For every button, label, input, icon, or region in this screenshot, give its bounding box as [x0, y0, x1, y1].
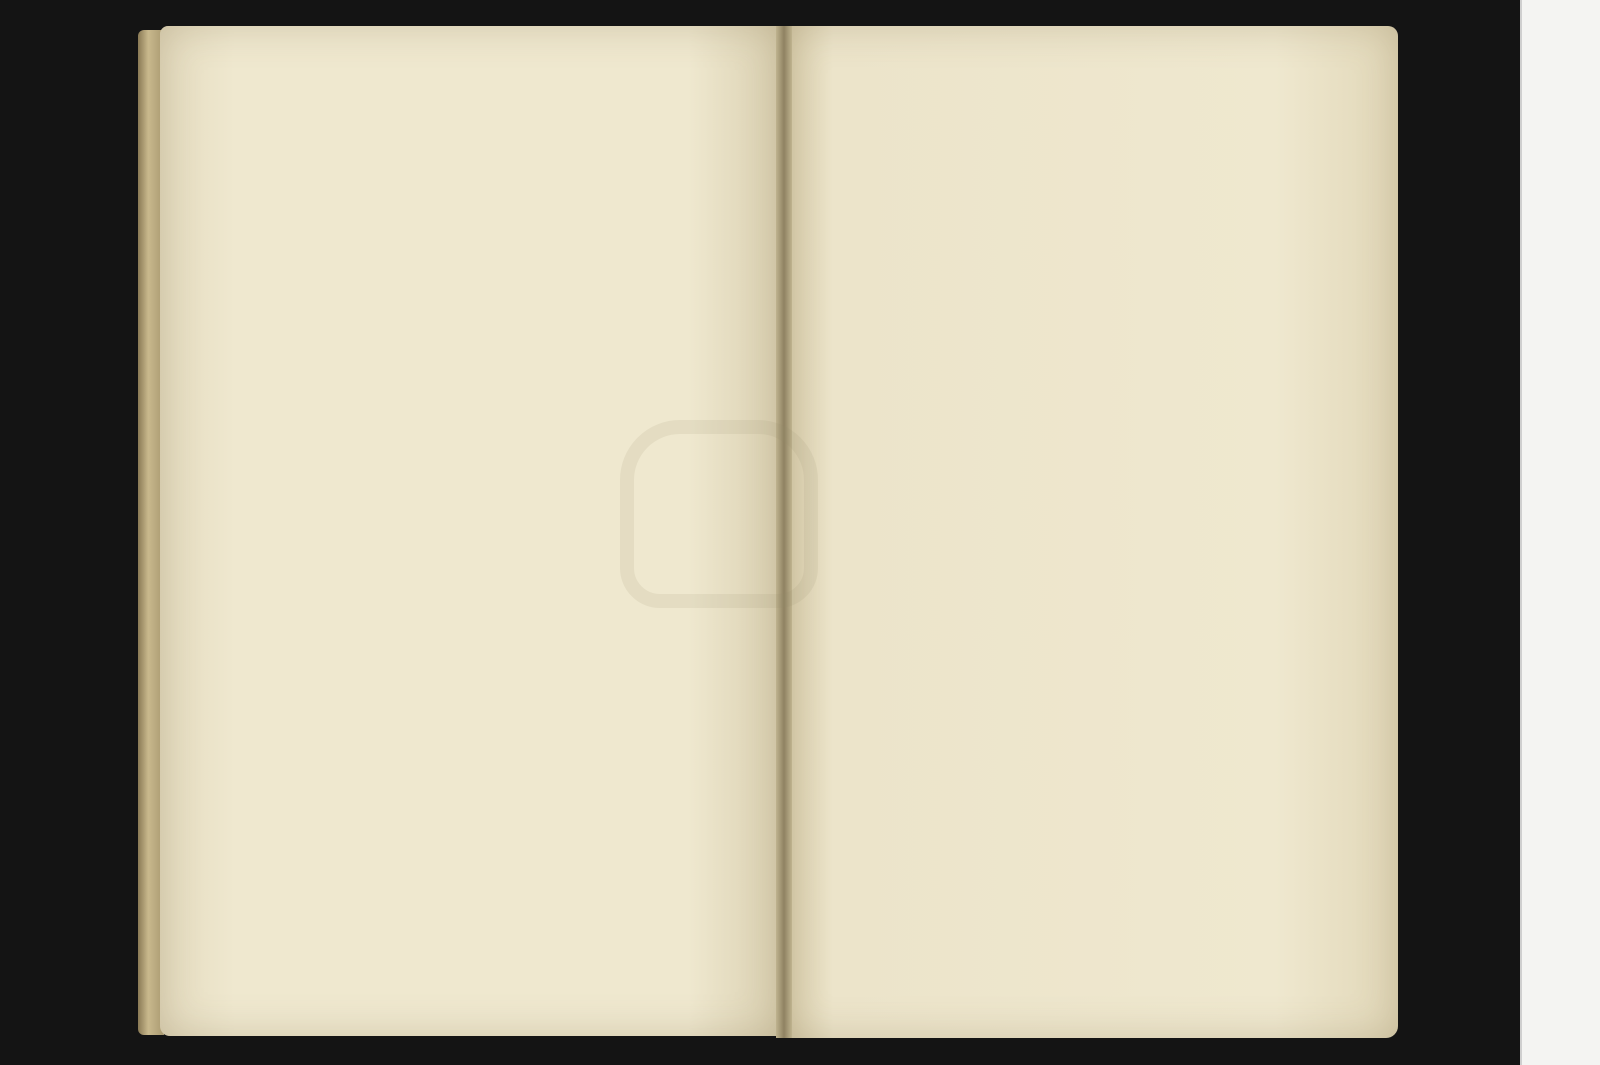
- measurement-ruler: [1520, 0, 1600, 1065]
- right-page: [784, 26, 1398, 1038]
- watermark-logo: [620, 420, 818, 608]
